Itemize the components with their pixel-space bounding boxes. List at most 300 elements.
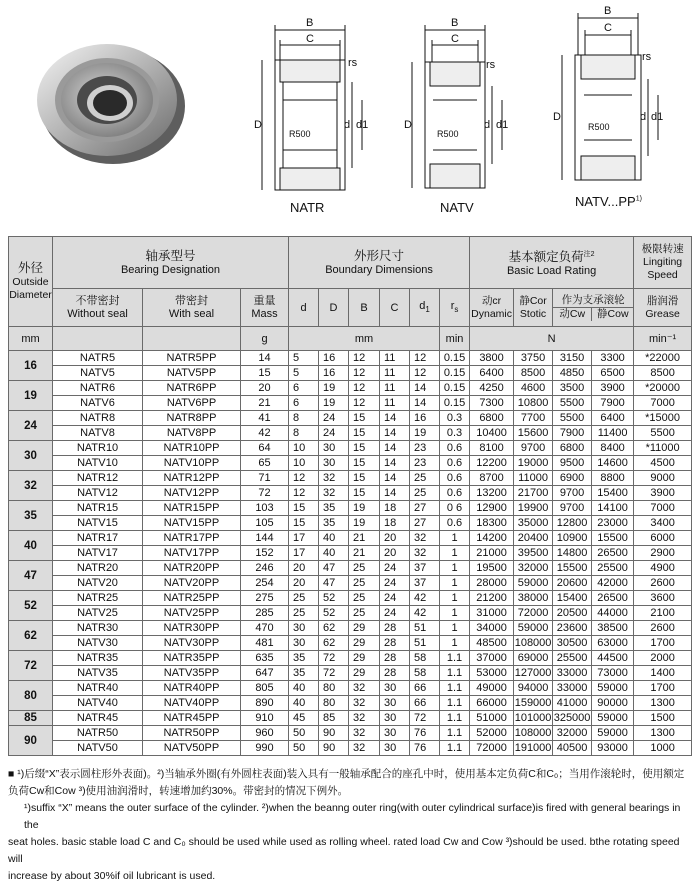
table-cell: 42 <box>410 606 440 621</box>
table-cell: 10400 <box>470 426 514 441</box>
table-cell: 21 <box>349 531 380 546</box>
table-cell: 6400 <box>592 411 634 426</box>
table-cell: 635 <box>241 651 289 666</box>
table-cell: 105 <box>241 516 289 531</box>
table-cell: 127000 <box>514 667 552 679</box>
table-cell: 1.1 <box>440 681 470 696</box>
table-cell: 10900 <box>553 531 592 546</box>
table-cell: 27 <box>410 501 440 516</box>
table-cell: 5500 <box>634 426 692 441</box>
table-cell: 1 <box>440 636 470 651</box>
table-cell: 59000 <box>592 726 634 741</box>
table-cell: 15 <box>289 516 319 531</box>
header-col-d: d <box>289 289 319 327</box>
natr-label-C: C <box>306 33 314 45</box>
table-cell: 80 <box>319 696 349 711</box>
table-cell: NATV35 <box>53 666 143 681</box>
table-cell: 5500 <box>553 411 592 426</box>
table-cell: 0.6 <box>440 486 470 501</box>
table-row <box>9 711 692 726</box>
table-cell: 90 <box>319 741 349 756</box>
header-unit-mm: mm <box>9 327 53 351</box>
table-cell: 59000 <box>592 711 634 726</box>
table-cell: 39500 <box>514 546 553 561</box>
table-cell: 23 <box>410 441 440 456</box>
table-cell: 12 <box>349 351 380 366</box>
table-cell: 37 <box>410 576 440 591</box>
table-cell: NATR20 <box>53 561 143 576</box>
table-cell: 6 <box>289 381 319 396</box>
table-cell: 0.3 <box>440 426 470 441</box>
table-cell: 44000 <box>592 606 634 621</box>
table-cell: 0.15 <box>440 381 470 396</box>
table-cell: NATV6PP <box>143 396 241 411</box>
table-cell: 1.1 <box>440 651 470 666</box>
table-cell: 3400 <box>634 516 692 531</box>
table-body <box>9 351 692 756</box>
table-cell: 19 <box>319 396 349 411</box>
table-row <box>9 636 692 651</box>
table-cell: 14 <box>380 411 410 426</box>
table-cell: NATV15 <box>53 516 143 531</box>
table-cell: 647 <box>241 666 289 681</box>
table-cell: 12 <box>349 381 380 396</box>
outside-diameter-cell: 72 <box>9 651 53 681</box>
table-cell: NATR6 <box>53 381 143 396</box>
table-cell: 470 <box>241 621 289 636</box>
table-cell: NATV20PP <box>143 576 241 591</box>
table-cell: NATR8PP <box>143 411 241 426</box>
table-cell: 1000 <box>634 741 692 756</box>
table-cell: 32 <box>410 546 440 561</box>
table-cell: 20 <box>241 381 289 396</box>
table-cell: 12800 <box>553 516 592 531</box>
table-cell: 21 <box>241 396 289 411</box>
table-cell: 47 <box>319 576 349 591</box>
table-cell: 27 <box>410 516 440 531</box>
table-cell: 23000 <box>592 516 634 531</box>
table-row <box>9 426 692 441</box>
table-cell: 14 <box>410 381 440 396</box>
table-cell: 8700 <box>470 471 514 486</box>
table-cell: 7000 <box>634 501 692 516</box>
table-cell: 62 <box>319 621 349 636</box>
table-cell: 9700 <box>514 441 553 456</box>
table-cell: 4250 <box>470 381 514 396</box>
table-row <box>9 501 692 516</box>
table-cell: 1 <box>440 561 470 576</box>
table-cell: 72 <box>319 651 349 666</box>
table-cell: 85 <box>319 711 349 726</box>
table-cell: 40500 <box>553 741 592 756</box>
natr-label-d: d <box>344 119 351 131</box>
table-cell: 12 <box>410 351 440 366</box>
table-cell: 0.15 <box>440 351 470 366</box>
outside-diameter-cell: 35 <box>9 501 53 531</box>
table-cell: 15 <box>349 456 380 471</box>
table-cell: 25 <box>349 606 380 621</box>
table-cell: 325000 <box>553 712 591 724</box>
table-cell: NATR12PP <box>143 471 241 486</box>
header-unit-mm2: mm <box>289 327 440 351</box>
table-cell: NATR17 <box>53 531 143 546</box>
table-cell: NATR25 <box>53 591 143 606</box>
table-cell: 25 <box>410 471 440 486</box>
table-cell: NATV30PP <box>143 636 241 651</box>
header-support: 作为支承滚轮 动Cw 静Cow <box>553 289 634 327</box>
table-row <box>9 606 692 621</box>
table-cell: 28 <box>380 651 410 666</box>
table-cell: 35000 <box>514 516 553 531</box>
table-row <box>9 621 692 636</box>
table-cell: 32 <box>349 681 380 696</box>
table-cell: 15400 <box>553 591 592 606</box>
table-cell: 12 <box>349 396 380 411</box>
table-cell: 71 <box>241 471 289 486</box>
outside-diameter-cell: 52 <box>9 591 53 621</box>
table-cell: 42000 <box>592 576 634 591</box>
table-cell: 15 <box>349 486 380 501</box>
table-row <box>9 726 692 741</box>
table-cell: 25 <box>349 561 380 576</box>
table-cell: *22000 <box>634 351 692 366</box>
header-cw: 动Cw <box>553 308 592 321</box>
table-cell: 41000 <box>553 696 592 711</box>
table-cell: NATV40PP <box>143 696 241 711</box>
table-cell: 7300 <box>470 396 514 411</box>
table-cell: 1 <box>440 591 470 606</box>
outside-diameter-cell: 32 <box>9 471 53 501</box>
table-cell: 4850 <box>553 366 592 381</box>
table-cell: 69000 <box>514 651 553 666</box>
table-cell: 24 <box>380 561 410 576</box>
table-cell: 5 <box>289 351 319 366</box>
table-row <box>9 546 692 561</box>
table-cell: 51000 <box>470 711 514 726</box>
table-cell: 24 <box>380 606 410 621</box>
table-cell: 26500 <box>592 546 634 561</box>
table-cell: 65 <box>241 456 289 471</box>
table-cell: 805 <box>241 681 289 696</box>
table-cell: 50 <box>289 726 319 741</box>
natv-label-d: d <box>484 119 491 131</box>
table-cell: 108000 <box>514 727 552 739</box>
table-cell: 93000 <box>592 741 634 756</box>
table-cell: 1 <box>440 531 470 546</box>
table-cell: 25500 <box>553 651 592 666</box>
table-cell: 33000 <box>553 666 592 681</box>
table-cell: 15 <box>241 366 289 381</box>
table-cell: 72 <box>319 666 349 681</box>
header-od: 外径 Outside Diameter <box>9 237 53 327</box>
natv-caption: NATV <box>440 200 474 215</box>
table-cell: NATR5 <box>53 351 143 366</box>
table-cell: 24 <box>380 576 410 591</box>
outside-diameter-cell: 90 <box>9 726 53 756</box>
table-cell: 35 <box>289 651 319 666</box>
table-cell: 1.1 <box>440 726 470 741</box>
table-cell: 285 <box>241 606 289 621</box>
table-cell: 25 <box>410 486 440 501</box>
table-row <box>9 516 692 531</box>
table-cell: 1400 <box>634 666 692 681</box>
table-row <box>9 591 692 606</box>
table-cell: 32 <box>349 711 380 726</box>
table-cell: 14 <box>380 426 410 441</box>
table-cell: 0.6 <box>440 516 470 531</box>
table-cell: 21700 <box>514 486 553 501</box>
natr-label-rs: rs <box>348 57 358 69</box>
table-cell: 32000 <box>514 561 553 576</box>
table-cell: 76 <box>410 741 440 756</box>
table-cell: 12900 <box>470 501 514 516</box>
table-cell: 1.1 <box>440 741 470 756</box>
table-cell: 40 <box>319 546 349 561</box>
table-cell: 40 <box>289 696 319 711</box>
table-cell: 72 <box>241 486 289 501</box>
table-cell: 3150 <box>553 351 592 366</box>
table-cell: 59000 <box>514 621 553 636</box>
table-cell: 191000 <box>514 742 552 754</box>
table-cell: NATR8 <box>53 411 143 426</box>
table-cell: 6800 <box>553 441 592 456</box>
table-cell: 48500 <box>470 636 514 651</box>
table-cell: NATV10PP <box>143 456 241 471</box>
table-cell: 7900 <box>553 426 592 441</box>
table-cell: 0.15 <box>440 396 470 411</box>
table-cell: 21000 <box>470 546 514 561</box>
table-cell: NATV25PP <box>143 606 241 621</box>
table-cell: NATV35PP <box>143 666 241 681</box>
header-cow: 静Cow <box>597 308 629 320</box>
natr-label-r500: R500 <box>289 129 311 139</box>
table-cell: 20600 <box>553 576 592 591</box>
table-cell: 5500 <box>553 396 592 411</box>
table-cell: 59000 <box>514 576 553 591</box>
natv-pp-caption <box>575 194 642 209</box>
table-cell: 20 <box>380 531 410 546</box>
table-cell: 14 <box>410 396 440 411</box>
note-en-1: ¹)suffix “X” means the outer surface of the cylinder. ²)when the beanng outer ring(with outer cylindrical surface)is fired with general bearings in the <box>24 802 681 831</box>
table-cell: 19500 <box>470 561 514 576</box>
header-rating: 基本额定负荷$^{注2}$ Basic Load Rating <box>470 237 634 289</box>
table-cell: 63000 <box>592 636 634 651</box>
table-cell: 28 <box>380 636 410 651</box>
table-cell: 28000 <box>470 576 514 591</box>
table-cell: 15 <box>349 441 380 456</box>
table-cell: 16 <box>319 366 349 381</box>
table-cell: 3900 <box>634 486 692 501</box>
header-grease: 脂润滑 Grease <box>634 289 692 327</box>
header-without-seal: 不带密封 Without seal <box>53 289 143 327</box>
table-cell: 14 <box>380 456 410 471</box>
table-cell: NATR10 <box>53 441 143 456</box>
table-cell: 29 <box>349 666 380 681</box>
table-cell: NATV6 <box>53 396 143 411</box>
outside-diameter-cell: 80 <box>9 681 53 711</box>
table-cell: NATR6PP <box>143 381 241 396</box>
table-cell: 72000 <box>514 606 553 621</box>
table-cell: 19 <box>349 501 380 516</box>
table-cell: 32 <box>349 741 380 756</box>
table-cell: NATV12 <box>53 486 143 501</box>
table-cell: 19 <box>410 426 440 441</box>
table-cell: 30 <box>380 681 410 696</box>
table-cell: 17 <box>289 531 319 546</box>
table-cell: 11000 <box>514 471 553 486</box>
table-cell: 34000 <box>470 621 514 636</box>
table-cell: NATR10PP <box>143 441 241 456</box>
table-cell: 42 <box>241 426 289 441</box>
table-row <box>9 351 692 366</box>
table-cell: 58 <box>410 651 440 666</box>
table-cell: 11 <box>380 396 410 411</box>
header-mass: 重量 Mass <box>241 289 289 327</box>
table-cell: 12 <box>289 486 319 501</box>
table-cell: 15 <box>349 471 380 486</box>
table-cell: 21200 <box>470 591 514 606</box>
table-cell: 15 <box>349 411 380 426</box>
table-cell: 24 <box>319 411 349 426</box>
table-cell: NATR40 <box>53 681 143 696</box>
table-cell: 14 <box>380 486 410 501</box>
table-cell: NATR5PP <box>143 351 241 366</box>
table-cell: 19 <box>349 516 380 531</box>
table-cell: 8 <box>289 411 319 426</box>
table-cell: *15000 <box>634 411 692 426</box>
table-cell: 9500 <box>553 456 592 471</box>
table-cell: 246 <box>241 561 289 576</box>
table-cell: 14 <box>241 351 289 366</box>
table-cell: 6500 <box>592 366 634 381</box>
table-cell: 13200 <box>470 486 514 501</box>
natv-label-d1: d1 <box>496 119 509 131</box>
table-cell: 15500 <box>592 531 634 546</box>
table-cell: 35 <box>289 666 319 681</box>
table-cell: 1300 <box>634 696 692 711</box>
table-cell: 41 <box>241 411 289 426</box>
table-cell: NATV8 <box>53 426 143 441</box>
natvpp-label-d: d <box>640 111 647 123</box>
table-cell: 6800 <box>470 411 514 426</box>
table-row <box>9 681 692 696</box>
table-cell: 32 <box>319 471 349 486</box>
table-header <box>9 237 692 351</box>
table-cell: 30 <box>380 741 410 756</box>
table-cell: 6900 <box>553 471 592 486</box>
table-cell: 19000 <box>514 456 553 471</box>
table-cell: 14100 <box>592 501 634 516</box>
table-cell: 17 <box>289 546 319 561</box>
table-cell: 103 <box>241 501 289 516</box>
table-cell: 8100 <box>470 441 514 456</box>
table-cell: 11 <box>380 366 410 381</box>
table-row <box>9 441 692 456</box>
natv-label-C: C <box>451 33 459 45</box>
table-cell: 10 <box>289 441 319 456</box>
table-row <box>9 666 692 681</box>
table-cell: NATR12 <box>53 471 143 486</box>
table-cell: 152 <box>241 546 289 561</box>
table-cell: 62 <box>319 636 349 651</box>
table-cell: 1 <box>440 546 470 561</box>
table-cell: 4600 <box>514 381 553 396</box>
table-cell: 108000 <box>514 637 552 649</box>
table-row <box>9 531 692 546</box>
table-cell: 9700 <box>553 501 592 516</box>
table-cell: 1300 <box>634 726 692 741</box>
table-cell: 28 <box>380 621 410 636</box>
table-cell: NATR45 <box>53 711 143 726</box>
table-cell: 0.6 <box>440 441 470 456</box>
natv-label-rs: rs <box>486 59 496 71</box>
table-cell: 49000 <box>470 681 514 696</box>
table-cell: 32 <box>349 726 380 741</box>
table-cell: 18300 <box>470 516 514 531</box>
natv-pp-caption-text: NATV...PP <box>575 194 636 209</box>
table-cell: 53000 <box>470 666 514 681</box>
table-cell: 1.1 <box>440 666 470 681</box>
table-cell: 10800 <box>514 396 553 411</box>
table-row <box>9 696 692 711</box>
table-row <box>9 486 692 501</box>
table-cell: 72000 <box>470 741 514 756</box>
table-cell: NATV50 <box>53 741 143 756</box>
table-cell: 14200 <box>470 531 514 546</box>
table-cell: 19900 <box>514 501 553 516</box>
table-cell: *11000 <box>634 441 692 456</box>
table-cell: 14 <box>380 471 410 486</box>
table-cell: 11 <box>380 351 410 366</box>
table-cell: 31000 <box>470 606 514 621</box>
table-cell: 9000 <box>634 471 692 486</box>
table-cell: NATV17 <box>53 546 143 561</box>
table-cell: 66 <box>410 681 440 696</box>
table-cell: 890 <box>241 696 289 711</box>
table-cell: NATV12PP <box>143 486 241 501</box>
table-cell: 66 <box>410 696 440 711</box>
table-cell: 7700 <box>514 411 553 426</box>
table-cell: NATR20PP <box>143 561 241 576</box>
table-cell: NATR50PP <box>143 726 241 741</box>
natvpp-label-C: C <box>604 22 612 34</box>
table-cell: 23 <box>410 456 440 471</box>
table-cell: NATR50 <box>53 726 143 741</box>
natvpp-label-B: B <box>604 5 612 17</box>
table-cell: NATV8PP <box>143 426 241 441</box>
table-cell: 29 <box>349 621 380 636</box>
natr-label-B: B <box>306 17 314 29</box>
table-cell: 15500 <box>553 561 592 576</box>
table-cell: 0.6 <box>440 471 470 486</box>
natvpp-label-d1: d1 <box>651 111 664 123</box>
table-cell: 4900 <box>634 561 692 576</box>
table-cell: 3750 <box>514 351 553 366</box>
table-cell: 1700 <box>634 681 692 696</box>
table-cell: 50 <box>289 741 319 756</box>
table-cell: NATV30 <box>53 636 143 651</box>
table-cell: 9700 <box>553 486 592 501</box>
natv-label-B: B <box>451 17 459 29</box>
table-cell: 144 <box>241 531 289 546</box>
table-cell: NATV17PP <box>143 546 241 561</box>
table-cell: 12200 <box>470 456 514 471</box>
table-cell: 47 <box>319 561 349 576</box>
table-cell: 16 <box>319 351 349 366</box>
table-cell: 30 <box>289 636 319 651</box>
table-cell: 14800 <box>553 546 592 561</box>
table-row <box>9 576 692 591</box>
